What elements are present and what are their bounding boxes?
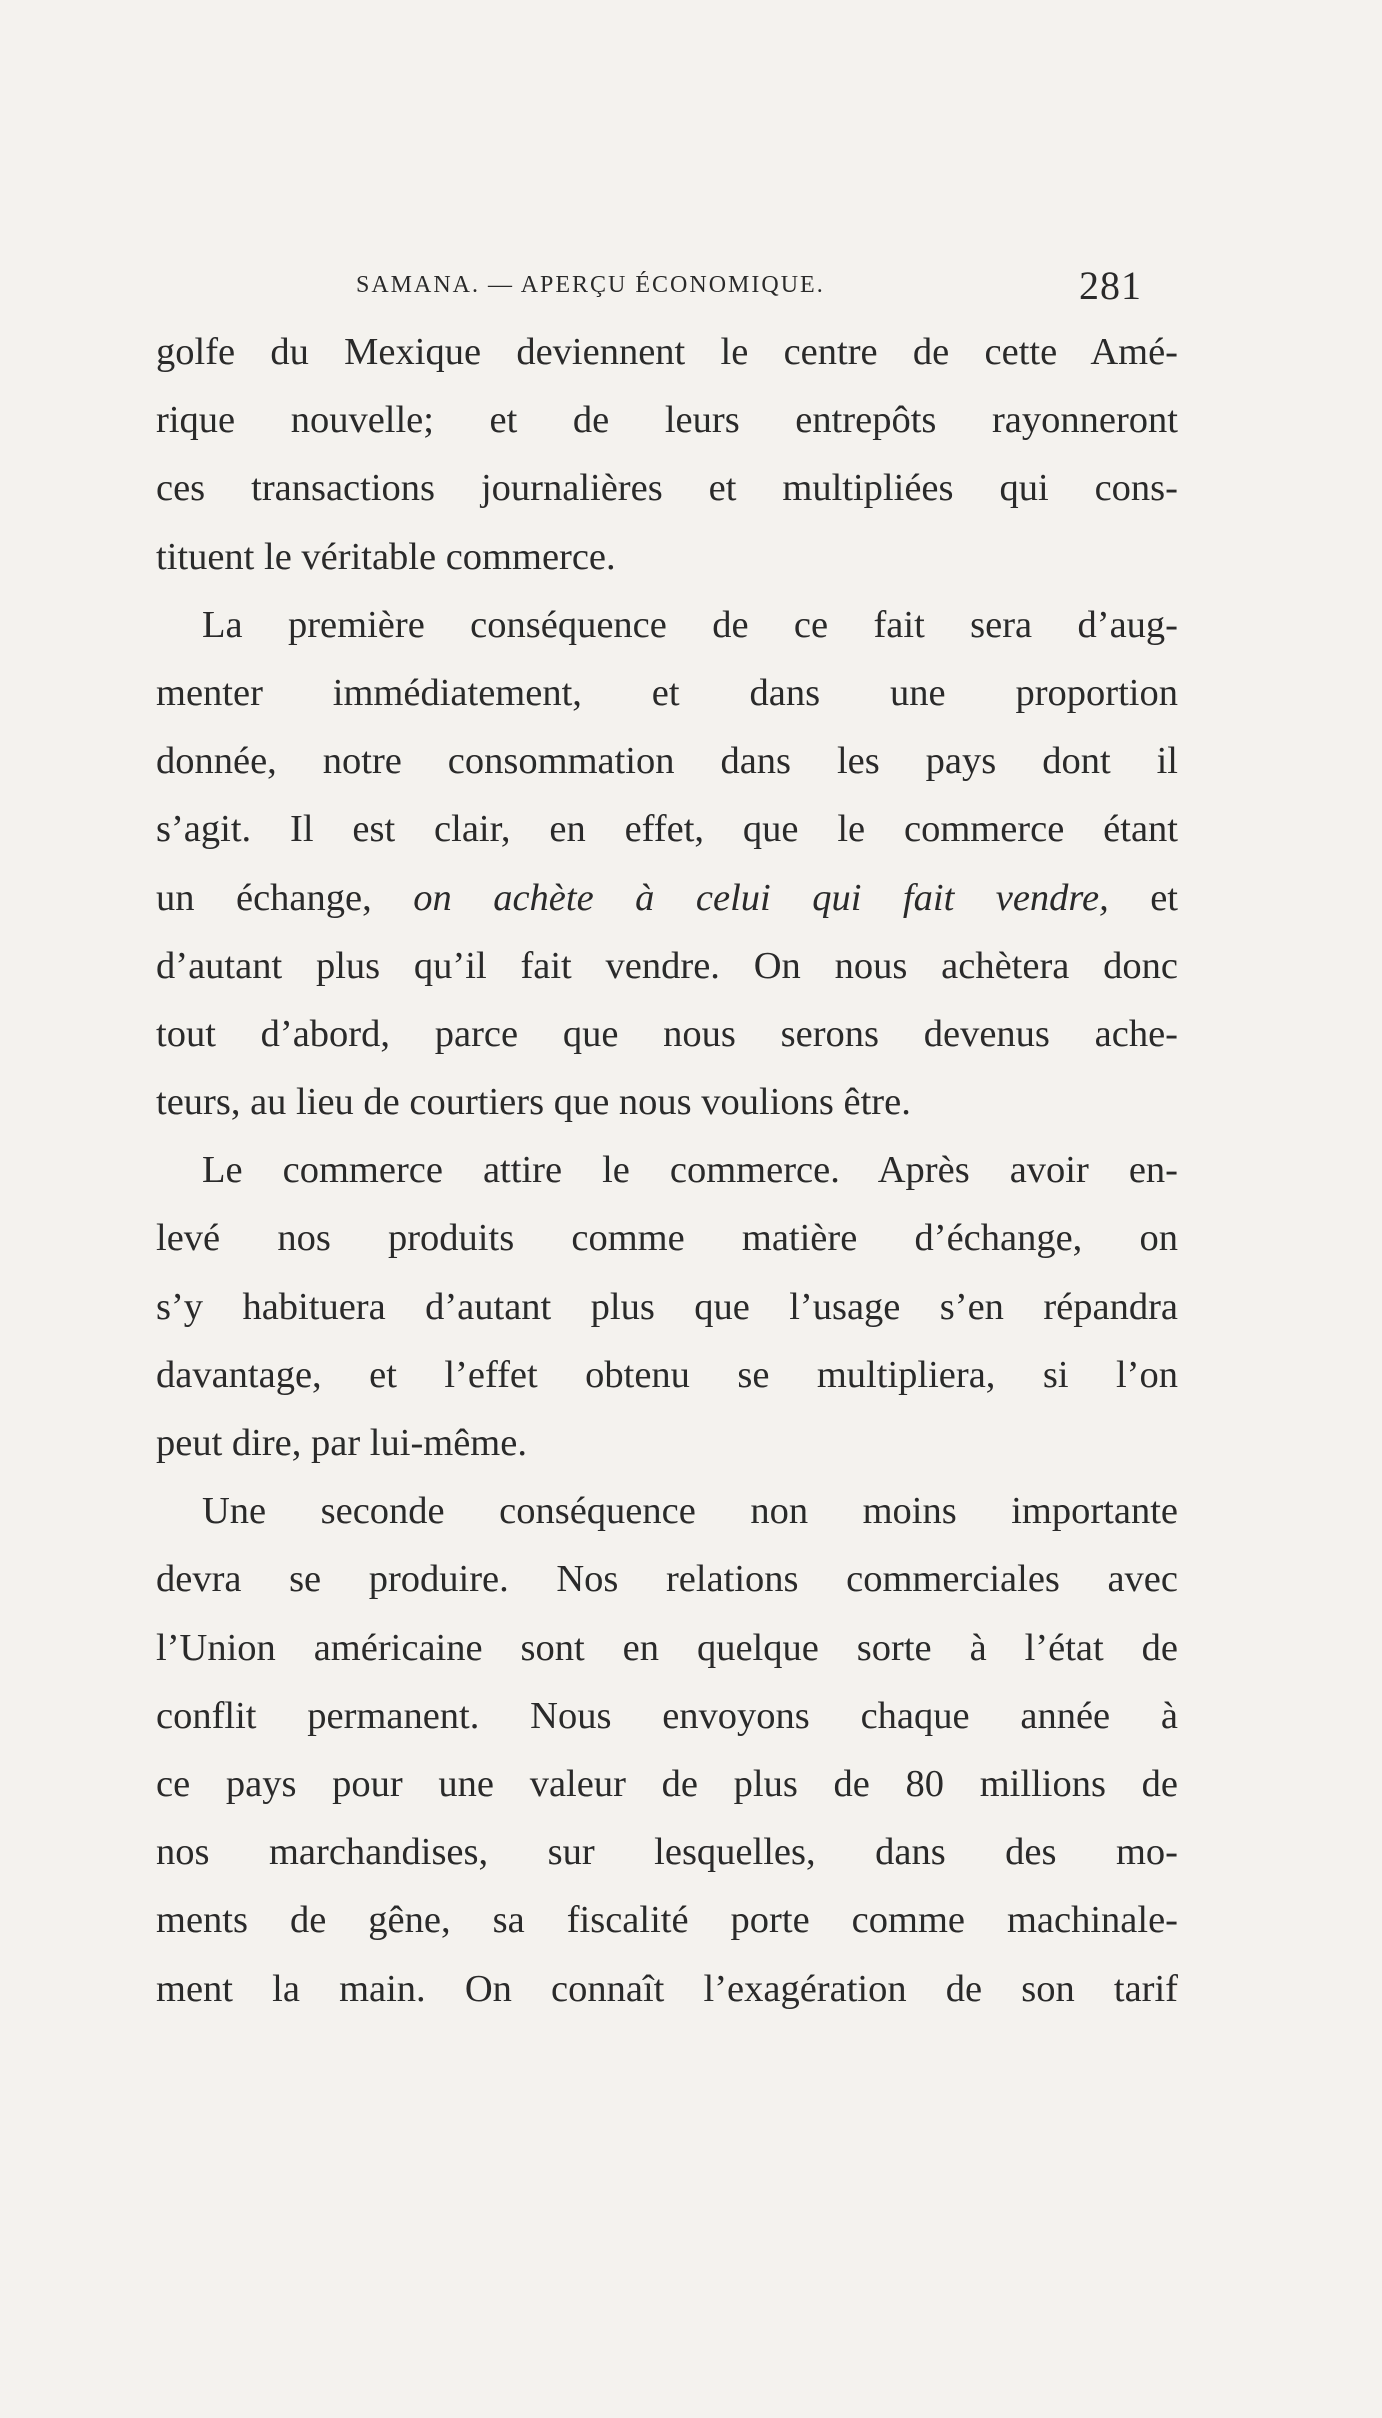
text-line: nos marchandises, sur lesquelles, dans des mo- (156, 1831, 1178, 1874)
text-line: conflit permanent. Nous envoyons chaque année à (156, 1694, 1178, 1737)
text-line: rique nouvelle; et de leurs entrepôts rayonneront (156, 399, 1178, 442)
text-line: ments de gêne, sa fiscalité porte comme machinale- (156, 1899, 1178, 1942)
text-line: d’autant plus qu’il fait vendre. On nous achètera donc (156, 944, 1178, 987)
text-line: devra se produire. Nos relations commerciales avec (156, 1558, 1178, 1601)
text-line: tout d’abord, parce que nous serons devenus ache- (156, 1012, 1178, 1055)
text-line: menter immédiatement, et dans une proportion (156, 671, 1178, 714)
body-text (156, 318, 1178, 2023)
text-line: ces transactions journalières et multipliées qui cons- (156, 467, 1178, 510)
paragraph-start-line: Le commerce attire le commerce. Après avoir en- (202, 1149, 1178, 1192)
text-segment: un échange, (156, 876, 414, 919)
text-line: l’Union américaine sont en quelque sorte à l’état de (156, 1626, 1178, 1669)
page-number: 281 (1079, 263, 1142, 308)
text-line: davantage, et l’effet obtenu se multipliera, si l’on (156, 1353, 1178, 1396)
paragraph-start-line: Une seconde conséquence non moins importante (202, 1490, 1178, 1533)
text-line: s’y habituera d’autant plus que l’usage s’en répandra (156, 1285, 1178, 1328)
text-segment: et (1108, 876, 1178, 919)
text-line: peut dire, par lui-même. (156, 1422, 527, 1464)
text-line: donnée, notre consommation dans les pays dont il (156, 740, 1178, 783)
text-line: s’agit. Il est clair, en effet, que le commerce étant (156, 808, 1178, 851)
text-line: golfe du Mexique deviennent le centre de cette Amé- (156, 331, 1178, 373)
text-line-with-italic (156, 864, 1178, 932)
paragraph-start-line: La première conséquence de ce fait sera d’aug- (202, 603, 1178, 646)
text-line: teurs, au lieu de courtiers que nous voulions être. (156, 1081, 911, 1124)
text-line: levé nos produits comme matière d’échange, on (156, 1217, 1178, 1260)
page-header (356, 263, 1142, 308)
text-line: ment la main. On connaît l’exagération de son tarif (156, 1967, 1178, 2010)
running-title: SAMANA. — APERÇU ÉCONOMIQUE. (356, 272, 825, 298)
text-line: ce pays pour une valeur de plus de 80 millions de (156, 1762, 1178, 1805)
text-line: tituent le véritable commerce. (156, 535, 616, 578)
italic-phrase: on achète à celui qui fait vendre, (413, 876, 1109, 919)
